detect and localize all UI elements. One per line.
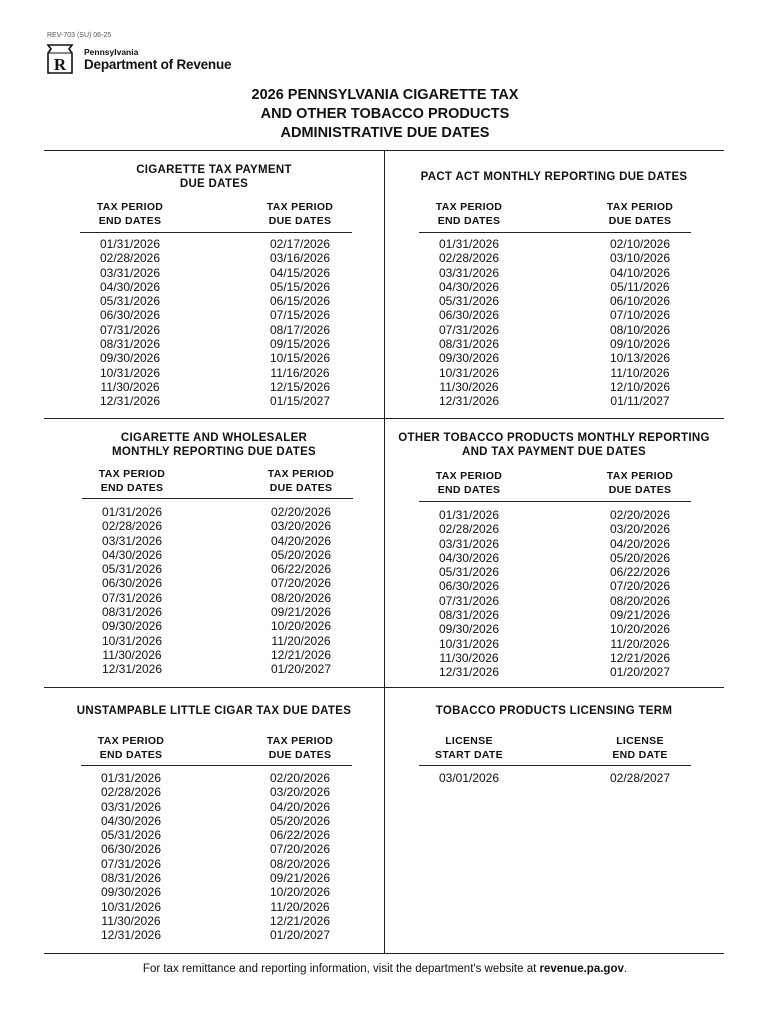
end-dates-list <box>419 237 519 409</box>
date-cell: 03/20/2026 <box>609 522 671 537</box>
date-cell: 06/30/2026 <box>99 308 161 323</box>
date-cell: 11/30/2026 <box>439 379 499 394</box>
date-cell: 11/20/2026 <box>271 633 331 648</box>
date-cell: 10/31/2026 <box>438 636 500 651</box>
column-header: TAX PERIOD <box>98 468 166 480</box>
column-header: DUE DATES <box>608 215 672 227</box>
date-cell: 08/31/2026 <box>438 608 500 623</box>
date-cell: 09/30/2026 <box>438 351 500 366</box>
header-underline <box>82 498 353 499</box>
date-cell: 11/16/2026 <box>270 365 330 380</box>
date-cell: 10/31/2026 <box>99 365 161 380</box>
date-cell: 08/20/2026 <box>270 590 332 605</box>
section-title: CIGARETTE AND WHOLESALER <box>120 432 308 444</box>
section-title: UNSTAMPABLE LITTLE CIGAR TAX DUE DATES <box>76 705 352 717</box>
date-cell: 09/30/2026 <box>99 351 161 366</box>
date-cell: 12/31/2026 <box>438 394 500 409</box>
date-cell: 12/21/2026 <box>609 650 671 665</box>
date-cell: 06/30/2026 <box>438 308 500 323</box>
date-cell: 07/31/2026 <box>101 590 163 605</box>
date-cell: 01/31/2026 <box>101 505 163 519</box>
website-link[interactable]: revenue.pa.gov <box>539 963 624 975</box>
due-dates-list <box>590 237 690 409</box>
header-underline <box>419 501 691 502</box>
date-cell: 11/30/2026 <box>102 647 162 662</box>
column-header: END DATES <box>99 749 163 761</box>
date-cell: 06/10/2026 <box>609 294 671 309</box>
section-title-line-2: DUE DATES <box>179 178 249 190</box>
date-cell: 10/20/2026 <box>609 622 671 637</box>
date-cell: 04/30/2026 <box>438 279 500 294</box>
date-cell: 10/13/2026 <box>609 351 671 366</box>
date-cell: 01/15/2027 <box>269 394 331 409</box>
section-title: OTHER TOBACCO PRODUCTS MONTHLY REPORTING <box>398 432 710 444</box>
date-cell: 02/28/2026 <box>99 251 161 266</box>
date-cell: 11/30/2026 <box>101 913 161 928</box>
form-code: REV-703 (SU) 06-25 <box>47 32 112 39</box>
column-header: TAX PERIOD <box>96 201 164 213</box>
date-cell: 07/31/2026 <box>99 322 161 337</box>
header-underline <box>80 232 352 233</box>
date-cell: 12/10/2026 <box>609 379 671 394</box>
date-cell: 04/10/2026 <box>609 265 671 280</box>
footer-period: . <box>623 963 628 975</box>
license-end-date: 02/28/2027 <box>609 771 671 785</box>
date-cell: 10/20/2026 <box>270 619 332 634</box>
license-start-date: 03/01/2026 <box>438 771 500 785</box>
date-cell: 03/20/2026 <box>270 519 332 534</box>
date-cell: 05/31/2026 <box>100 828 162 843</box>
date-cell: 01/20/2027 <box>270 662 332 677</box>
date-cell: 09/30/2026 <box>100 885 162 900</box>
date-cell: 10/31/2026 <box>100 899 162 914</box>
date-cell: 11/30/2026 <box>439 650 499 665</box>
date-cell: 05/31/2026 <box>438 294 500 309</box>
due-dates-list <box>590 508 690 680</box>
column-header: TAX PERIOD <box>266 201 334 213</box>
date-cell: 01/11/2027 <box>610 394 670 409</box>
date-cell: 08/17/2026 <box>269 322 331 337</box>
date-cell: 02/10/2026 <box>609 237 671 251</box>
date-cell: 05/20/2026 <box>270 547 332 562</box>
header-underline <box>419 765 691 766</box>
date-cell: 12/21/2026 <box>270 647 332 662</box>
date-cell: 04/30/2026 <box>438 550 500 565</box>
date-cell: 07/31/2026 <box>100 856 162 871</box>
date-cell: 04/30/2026 <box>100 813 162 828</box>
column-header: TAX PERIOD <box>97 735 165 747</box>
due-dates-list <box>250 237 350 409</box>
date-cell: 08/20/2026 <box>269 856 331 871</box>
date-cell: 11/20/2026 <box>270 899 330 914</box>
date-cell: 01/31/2026 <box>99 237 161 251</box>
date-cell: 09/21/2026 <box>270 605 332 620</box>
end-dates-list <box>419 508 519 680</box>
column-header: DUE DATES <box>268 215 332 227</box>
column-header: END DATES <box>437 215 501 227</box>
date-cell: 01/20/2027 <box>609 665 671 680</box>
date-cell: 07/10/2026 <box>609 308 671 323</box>
date-cell: 11/10/2026 <box>610 365 670 380</box>
date-cell: 12/21/2026 <box>269 913 331 928</box>
column-header: END DATES <box>98 215 162 227</box>
date-cell: 01/20/2027 <box>269 928 331 943</box>
end-dates-list <box>80 237 180 409</box>
column-header: END DATES <box>437 484 501 496</box>
date-cell: 02/20/2026 <box>270 505 332 519</box>
section-title-line-2: MONTHLY REPORTING DUE DATES <box>111 446 317 458</box>
section-title: TOBACCO PRODUCTS LICENSING TERM <box>435 705 673 717</box>
keystone-logo-icon <box>46 43 74 75</box>
date-cell: 03/31/2026 <box>101 533 163 548</box>
logo-letter: R <box>53 55 67 74</box>
date-cell: 07/20/2026 <box>609 579 671 594</box>
date-cell: 02/20/2026 <box>269 771 331 785</box>
date-cell: 03/31/2026 <box>438 536 500 551</box>
date-cell: 07/20/2026 <box>270 576 332 591</box>
end-dates-list <box>82 505 182 677</box>
date-cell: 09/21/2026 <box>269 871 331 886</box>
date-cell: 09/30/2026 <box>438 622 500 637</box>
date-cell: 04/20/2026 <box>269 799 331 814</box>
date-cell: 06/22/2026 <box>609 565 671 580</box>
date-cell: 07/15/2026 <box>269 308 331 323</box>
date-cell: 12/31/2026 <box>438 665 500 680</box>
date-cell: 05/20/2026 <box>269 813 331 828</box>
column-header: TAX PERIOD <box>435 470 503 482</box>
date-cell: 03/10/2026 <box>609 251 671 266</box>
date-cell: 07/20/2026 <box>269 842 331 857</box>
date-cell: 02/20/2026 <box>609 508 671 522</box>
date-cell: 05/15/2026 <box>269 279 331 294</box>
document-title-line-3: ADMINISTRATIVE DUE DATES <box>280 125 490 141</box>
date-cell: 05/31/2026 <box>99 294 161 309</box>
table-bottom-rule <box>44 953 724 954</box>
date-cell: 12/15/2026 <box>269 379 331 394</box>
column-divider <box>384 151 385 953</box>
date-cell: 06/22/2026 <box>270 562 332 577</box>
section-title: PACT ACT MONTHLY REPORTING DUE DATES <box>420 171 688 183</box>
date-cell: 11/30/2026 <box>100 379 160 394</box>
column-header: END DATES <box>100 482 164 494</box>
header-underline <box>419 232 691 233</box>
column-header: DUE DATES <box>608 484 672 496</box>
date-cell: 05/11/2026 <box>610 279 670 294</box>
date-cell: 09/21/2026 <box>609 608 671 623</box>
date-cell: 02/28/2026 <box>101 519 163 534</box>
column-header: END DATE <box>612 749 668 761</box>
column-header: TAX PERIOD <box>435 201 503 213</box>
date-cell: 05/20/2026 <box>609 550 671 565</box>
date-cell: 03/31/2026 <box>100 799 162 814</box>
date-cell: 10/31/2026 <box>101 633 163 648</box>
date-cell: 09/15/2026 <box>269 337 331 352</box>
column-header: START DATE <box>435 749 503 761</box>
date-cell: 01/31/2026 <box>100 771 162 785</box>
date-cell: 07/31/2026 <box>438 593 500 608</box>
footer-text: For tax remittance and reporting information, visit the department's website at <box>142 963 540 975</box>
date-cell: 03/16/2026 <box>269 251 331 266</box>
date-cell: 03/31/2026 <box>99 265 161 280</box>
date-cell: 08/31/2026 <box>101 605 163 620</box>
column-header: TAX PERIOD <box>606 470 674 482</box>
date-cell: 07/31/2026 <box>438 322 500 337</box>
date-cell: 09/10/2026 <box>609 337 671 352</box>
document-title-line-1: 2026 PENNSYLVANIA CIGARETTE TAX <box>251 87 519 103</box>
column-header: LICENSE <box>445 735 493 747</box>
date-cell: 10/31/2026 <box>438 365 500 380</box>
column-header: TAX PERIOD <box>266 735 334 747</box>
date-cell: 06/15/2026 <box>269 294 331 309</box>
date-cell: 02/17/2026 <box>269 237 331 251</box>
state-name: Pennsylvania <box>84 47 139 57</box>
date-cell: 08/31/2026 <box>100 871 162 886</box>
date-cell: 02/28/2026 <box>438 251 500 266</box>
footer-note <box>0 963 770 975</box>
department-name: Department of Revenue <box>84 57 232 72</box>
section-title-line-2: AND TAX PAYMENT DUE DATES <box>461 446 647 458</box>
date-cell: 10/15/2026 <box>269 351 331 366</box>
date-cell: 08/20/2026 <box>609 593 671 608</box>
end-dates-list <box>81 771 181 943</box>
column-header: LICENSE <box>616 735 664 747</box>
date-cell: 03/20/2026 <box>269 785 331 800</box>
column-header: DUE DATES <box>268 749 332 761</box>
date-cell: 09/30/2026 <box>101 619 163 634</box>
section-title: CIGARETTE TAX PAYMENT <box>136 164 292 176</box>
date-cell: 01/31/2026 <box>438 508 500 522</box>
date-cell: 08/31/2026 <box>438 337 500 352</box>
date-cell: 02/28/2026 <box>438 522 500 537</box>
date-cell: 10/20/2026 <box>269 885 331 900</box>
date-cell: 04/30/2026 <box>101 547 163 562</box>
date-cell: 04/20/2026 <box>270 533 332 548</box>
date-cell: 04/20/2026 <box>609 536 671 551</box>
date-cell: 12/31/2026 <box>99 394 161 409</box>
date-cell: 08/31/2026 <box>99 337 161 352</box>
date-cell: 11/20/2026 <box>610 636 670 651</box>
date-cell: 06/22/2026 <box>269 828 331 843</box>
header-underline <box>81 765 352 766</box>
due-dates-list <box>251 505 351 677</box>
date-cell: 08/10/2026 <box>609 322 671 337</box>
date-cell: 12/31/2026 <box>100 928 162 943</box>
date-cell: 12/31/2026 <box>101 662 163 677</box>
date-cell: 02/28/2026 <box>100 785 162 800</box>
date-cell: 05/31/2026 <box>438 565 500 580</box>
date-cell: 01/31/2026 <box>438 237 500 251</box>
date-cell: 06/30/2026 <box>100 842 162 857</box>
date-cell: 06/30/2026 <box>101 576 163 591</box>
date-cell: 04/15/2026 <box>269 265 331 280</box>
due-dates-list <box>250 771 350 943</box>
column-header: TAX PERIOD <box>606 201 674 213</box>
column-header: DUE DATES <box>269 482 333 494</box>
date-cell: 04/30/2026 <box>99 279 161 294</box>
column-header: TAX PERIOD <box>267 468 335 480</box>
document-title-line-2: AND OTHER TOBACCO PRODUCTS <box>260 106 510 122</box>
date-cell: 05/31/2026 <box>101 562 163 577</box>
date-cell: 06/30/2026 <box>438 579 500 594</box>
date-cell: 03/31/2026 <box>438 265 500 280</box>
agency-name <box>84 47 231 72</box>
